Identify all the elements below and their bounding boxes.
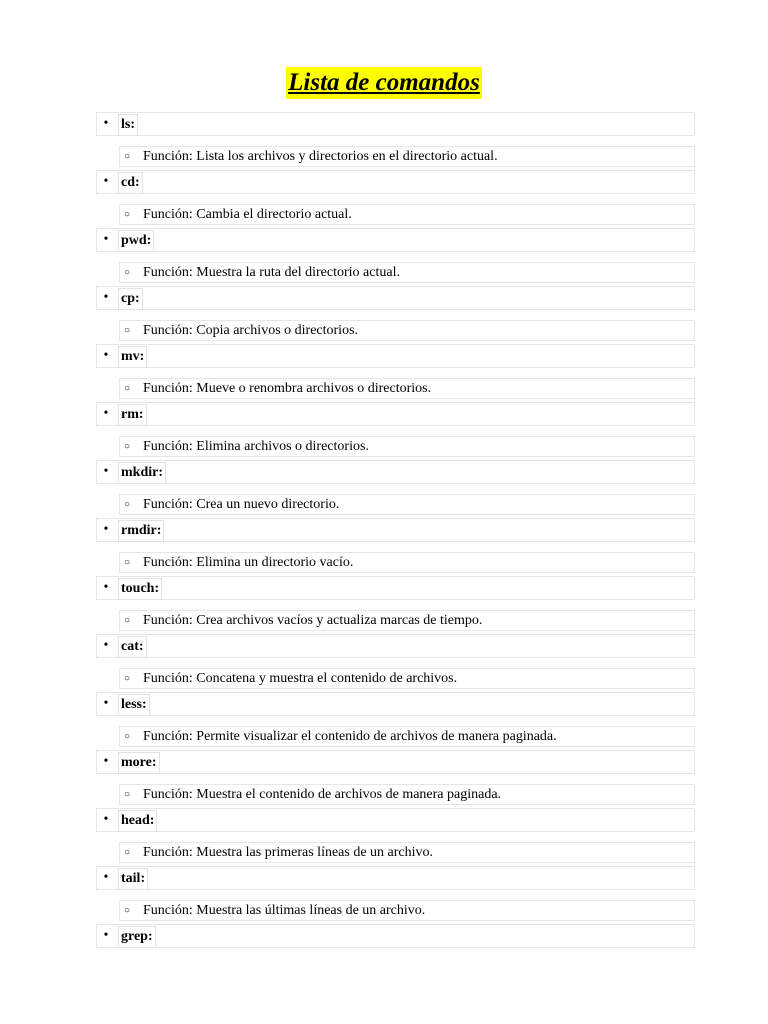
- function-description: Función: Mueve o renombra archivos o directorios.: [143, 381, 432, 396]
- circle-bullet-icon: ○: [124, 151, 131, 162]
- circle-bullet-icon: ○: [124, 731, 131, 742]
- function-description: Función: Copia archivos o directorios.: [143, 323, 359, 338]
- list-item: [0, 402, 768, 460]
- command-row: [96, 112, 695, 136]
- command-name: touch:: [118, 578, 162, 600]
- list-item: [0, 286, 768, 344]
- function-row: [119, 668, 695, 689]
- command-row: [96, 460, 695, 484]
- function-description: Función: Concatena y muestra el contenido de archivos.: [143, 671, 458, 686]
- list-item: [0, 924, 768, 982]
- bullet-icon: •: [103, 754, 109, 769]
- list-item: [0, 634, 768, 692]
- command-name: cat:: [118, 636, 147, 658]
- command-row: [96, 576, 695, 600]
- function-row: [119, 146, 695, 167]
- command-name: more:: [118, 752, 160, 774]
- function-description: Función: Permite visualizar el contenido de archivos de manera paginada.: [143, 729, 557, 744]
- circle-bullet-icon: ○: [124, 557, 131, 568]
- command-row: [96, 866, 695, 890]
- list-item: [0, 692, 768, 750]
- function-description: Función: Crea un nuevo directorio.: [143, 497, 340, 512]
- list-item: [0, 518, 768, 576]
- command-row: [96, 286, 695, 310]
- command-row: [96, 692, 695, 716]
- command-name: cd:: [118, 172, 143, 194]
- command-name: head:: [118, 810, 157, 832]
- circle-bullet-icon: ○: [124, 789, 131, 800]
- function-row: [119, 204, 695, 225]
- function-row: [119, 610, 695, 631]
- circle-bullet-icon: ○: [124, 383, 131, 394]
- function-row: [119, 842, 695, 863]
- function-row: [119, 320, 695, 341]
- bullet-icon: •: [103, 522, 109, 537]
- command-name: tail:: [118, 868, 148, 890]
- list-item: [0, 112, 768, 170]
- command-name: rmdir:: [118, 520, 164, 542]
- function-row: [119, 784, 695, 805]
- function-row: [119, 378, 695, 399]
- command-name: mkdir:: [118, 462, 166, 484]
- function-description: Función: Muestra las últimas líneas de un archivo.: [143, 903, 426, 918]
- bullet-icon: •: [103, 580, 109, 595]
- list-item: [0, 866, 768, 924]
- function-description: Función: Elimina un directorio vacío.: [143, 555, 354, 570]
- bullet-icon: •: [103, 696, 109, 711]
- command-row: [96, 808, 695, 832]
- function-row: [119, 436, 695, 457]
- command-row: [96, 228, 695, 252]
- title-container: [0, 67, 768, 99]
- command-name: grep:: [118, 926, 156, 948]
- list-item: [0, 344, 768, 402]
- circle-bullet-icon: ○: [124, 441, 131, 452]
- bullet-icon: •: [103, 174, 109, 189]
- bullet-icon: •: [103, 290, 109, 305]
- command-name: less:: [118, 694, 150, 716]
- list-item: [0, 808, 768, 866]
- bullet-icon: •: [103, 232, 109, 247]
- command-name: rm:: [118, 404, 147, 426]
- list-item: [0, 750, 768, 808]
- circle-bullet-icon: ○: [124, 209, 131, 220]
- bullet-icon: •: [103, 928, 109, 943]
- circle-bullet-icon: ○: [124, 267, 131, 278]
- bullet-icon: •: [103, 464, 109, 479]
- command-row: [96, 924, 695, 948]
- command-list: [0, 112, 768, 982]
- function-description: Función: Elimina archivos o directorios.: [143, 439, 369, 454]
- circle-bullet-icon: ○: [124, 615, 131, 626]
- function-row: [119, 726, 695, 747]
- bullet-icon: •: [103, 638, 109, 653]
- bullet-icon: •: [103, 812, 109, 827]
- bullet-icon: •: [103, 116, 109, 131]
- bullet-icon: •: [103, 870, 109, 885]
- function-row: [119, 494, 695, 515]
- list-item: [0, 460, 768, 518]
- command-row: [96, 634, 695, 658]
- command-name: cp:: [118, 288, 143, 310]
- document-title: Lista de comandos: [286, 67, 482, 99]
- command-name: ls:: [118, 114, 138, 136]
- command-name: mv:: [118, 346, 147, 368]
- bullet-icon: •: [103, 348, 109, 363]
- function-description: Función: Muestra la ruta del directorio actual.: [143, 265, 400, 280]
- circle-bullet-icon: ○: [124, 847, 131, 858]
- circle-bullet-icon: ○: [124, 673, 131, 684]
- function-description: Función: Crea archivos vacíos y actualiza marcas de tiempo.: [143, 613, 483, 628]
- function-row: [119, 900, 695, 921]
- circle-bullet-icon: ○: [124, 905, 131, 916]
- command-row: [96, 518, 695, 542]
- circle-bullet-icon: ○: [124, 499, 131, 510]
- command-row: [96, 750, 695, 774]
- command-row: [96, 170, 695, 194]
- function-description: Función: Muestra las primeras líneas de un archivo.: [143, 845, 434, 860]
- function-row: [119, 262, 695, 283]
- function-description: Función: Lista los archivos y directorios en el directorio actual.: [143, 149, 498, 164]
- function-description: Función: Muestra el contenido de archivos de manera paginada.: [143, 787, 502, 802]
- bullet-icon: •: [103, 406, 109, 421]
- function-description: Función: Cambia el directorio actual.: [143, 207, 352, 222]
- command-row: [96, 402, 695, 426]
- list-item: [0, 170, 768, 228]
- command-name: pwd:: [118, 230, 154, 252]
- list-item: [0, 228, 768, 286]
- circle-bullet-icon: ○: [124, 325, 131, 336]
- list-item: [0, 576, 768, 634]
- command-row: [96, 344, 695, 368]
- function-row: [119, 552, 695, 573]
